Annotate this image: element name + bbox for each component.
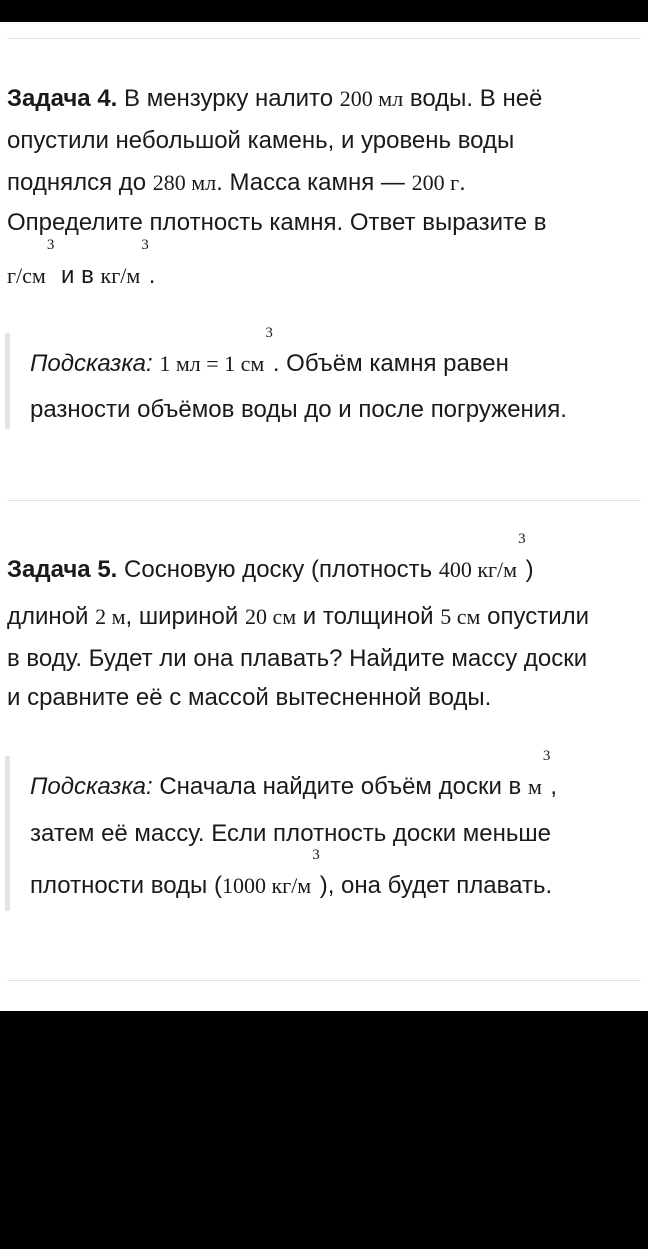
text: . <box>459 169 466 196</box>
text: ) <box>525 556 534 583</box>
hint-label: Подсказка: <box>30 350 153 377</box>
math: 2 м <box>95 604 126 629</box>
task-5-title: Задача 5. <box>7 556 118 583</box>
text: . <box>148 262 156 289</box>
task-5-line-4 <box>7 683 642 713</box>
text: , <box>550 773 558 800</box>
text: ), она будет плавать. <box>319 872 553 899</box>
math: м <box>527 774 542 799</box>
text: и в <box>54 262 101 289</box>
math: кг/м <box>100 263 141 288</box>
superscript: 3 <box>265 325 273 341</box>
hint-5-bar <box>5 756 10 911</box>
hint-4-line-1 <box>30 325 642 382</box>
superscript: 3 <box>46 237 55 253</box>
math: 200 мл <box>339 86 404 111</box>
text: Сосновую доску (плотность <box>117 556 439 583</box>
text: и сравните её с массой вытесненной воды. <box>7 684 492 711</box>
text: воды. В неё <box>403 85 543 112</box>
text: разности объёмов воды до и после погружения. <box>30 396 567 423</box>
text: опустили небольшой камень, и уровень воды <box>7 127 515 154</box>
text: поднялся до <box>7 169 153 196</box>
superscript: 3 <box>312 847 320 863</box>
divider-top <box>7 38 641 39</box>
hint-5-line-2 <box>30 819 642 849</box>
text: длиной <box>7 603 96 630</box>
math: 1 мл = 1 см <box>159 351 265 376</box>
text: в воду. Будет ли она плавать? Найдите массу доски <box>7 645 588 672</box>
text: Определите плотность камня. Ответ выразите в <box>7 209 547 236</box>
math: 20 см <box>244 604 297 629</box>
text: . Масса камня — <box>216 169 412 196</box>
task-5-line-3 <box>7 644 642 674</box>
text: . Объём камня равен <box>272 350 509 377</box>
text: и толщиной <box>296 603 441 630</box>
text: плотности воды ( <box>30 872 222 899</box>
math: 400 кг/м <box>438 557 518 582</box>
text: , шириной <box>125 603 245 630</box>
text: затем её массу. Если плотность доски меньше <box>30 820 552 847</box>
superscript: 3 <box>518 531 526 547</box>
math: г/см <box>7 263 46 288</box>
task-5-line-1 <box>7 531 642 588</box>
text: Сначала найдите объём доски в <box>152 773 528 800</box>
math: 5 см <box>440 604 481 629</box>
hint-5-line-1 <box>30 748 642 805</box>
superscript: 3 <box>141 237 149 253</box>
task-4-line-3 <box>7 168 642 198</box>
text: В мензурку налито <box>117 85 340 112</box>
task-4-line-5 <box>7 237 642 294</box>
task-4-line-4 <box>7 208 642 238</box>
divider-bottom <box>7 980 641 981</box>
task-4-line-2 <box>7 126 642 156</box>
hint-label: Подсказка: <box>30 773 153 800</box>
hint-4-line-2 <box>30 395 642 425</box>
hint-5-line-3 <box>30 847 642 904</box>
superscript: 3 <box>542 748 551 764</box>
text: опустили <box>480 603 590 630</box>
math: 1000 кг/м <box>221 873 312 898</box>
hint-4-bar <box>5 333 10 429</box>
task-5-line-2 <box>7 602 642 632</box>
task-4-line-1 <box>7 84 642 114</box>
task-4-title: Задача 4. <box>7 85 118 112</box>
document-page <box>0 22 648 1011</box>
math: 200 г <box>411 170 460 195</box>
divider-middle <box>7 500 641 501</box>
math: 280 мл <box>152 170 217 195</box>
